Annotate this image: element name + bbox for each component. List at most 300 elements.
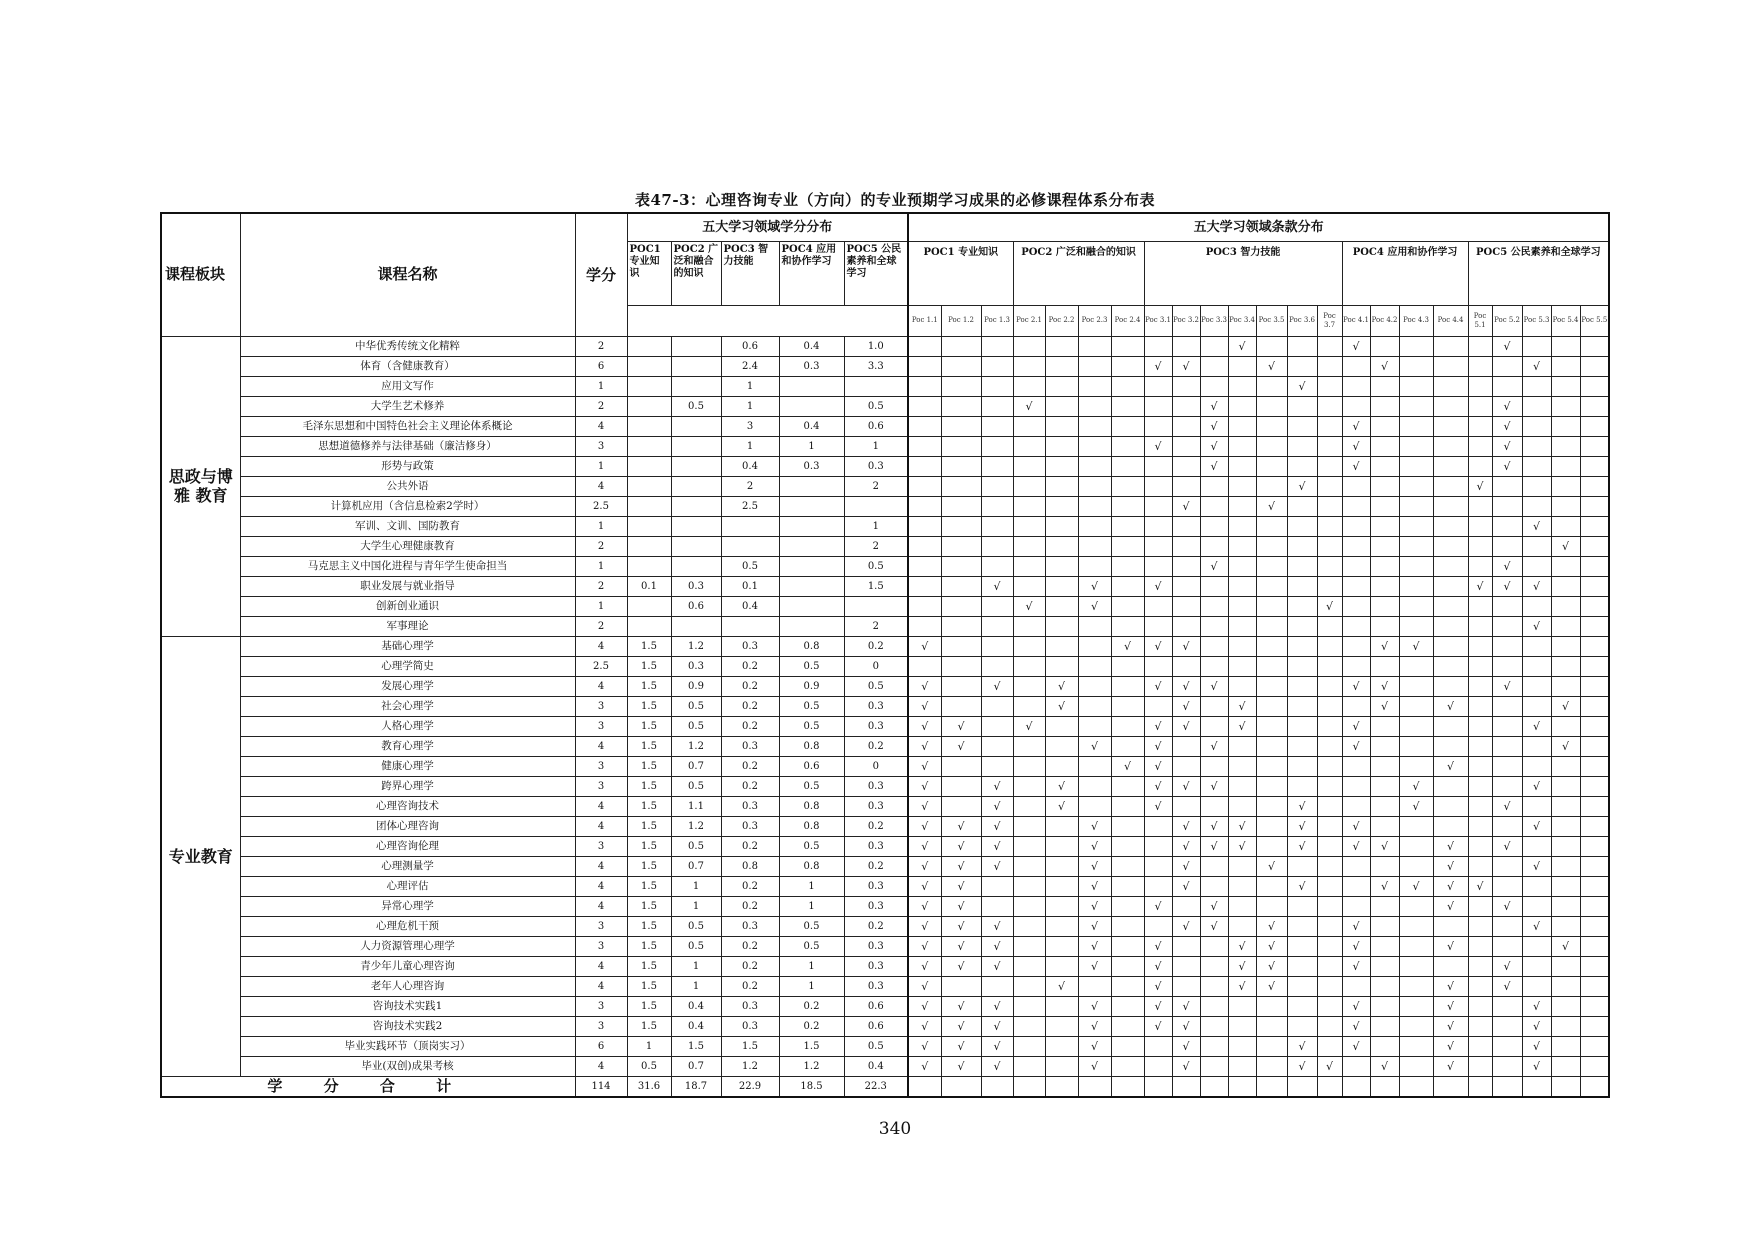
check-mark: √ (981, 576, 1013, 596)
empty-cell (1013, 456, 1045, 476)
empty-cell (1111, 876, 1144, 896)
empty-cell (1287, 736, 1317, 756)
empty-cell (1111, 736, 1144, 756)
empty-cell (1045, 476, 1078, 496)
empty-cell (1580, 796, 1609, 816)
check-mark: √ (1045, 676, 1078, 696)
course-name: 教育心理学 (240, 736, 575, 756)
empty-cell (1580, 896, 1609, 916)
empty-cell (908, 576, 941, 596)
empty-cell (981, 536, 1013, 556)
poc-credit-value: 0.5 (779, 656, 844, 676)
empty-cell (1342, 896, 1370, 916)
check-mark: √ (1433, 1056, 1468, 1076)
empty-cell (1433, 416, 1468, 436)
empty-cell (1551, 916, 1580, 936)
course-name: 应用文写作 (240, 376, 575, 396)
empty-cell (1468, 756, 1492, 776)
empty-cell (1287, 456, 1317, 476)
empty-cell (1172, 1076, 1200, 1097)
empty-cell (1013, 576, 1045, 596)
empty-cell (1522, 596, 1551, 616)
check-mark: √ (1433, 876, 1468, 896)
empty-cell (1580, 756, 1609, 776)
empty-cell (1580, 696, 1609, 716)
empty-cell (1172, 376, 1200, 396)
check-mark: √ (1078, 916, 1111, 936)
check-mark: √ (1342, 416, 1370, 436)
check-mark: √ (1492, 456, 1522, 476)
poc-credit-value: 0.5 (779, 936, 844, 956)
empty-cell (1370, 516, 1399, 536)
poc-credit-value: 0.6 (844, 996, 908, 1016)
check-mark: √ (908, 816, 941, 836)
empty-cell (1317, 796, 1342, 816)
check-mark: √ (941, 1036, 981, 1056)
empty-cell (1522, 936, 1551, 956)
check-mark: √ (1144, 736, 1172, 756)
header-poc-group: POC5 公民素养和全球学习 (1468, 241, 1609, 305)
empty-cell (941, 656, 981, 676)
empty-cell (1580, 336, 1609, 356)
header-poc-sub: Poc 3.1 (1144, 305, 1172, 336)
poc-credit-value: 0.5 (844, 676, 908, 696)
poc-credit-value: 1.5 (627, 856, 671, 876)
empty-cell (1399, 996, 1433, 1016)
empty-cell (1580, 1016, 1609, 1036)
check-mark: √ (981, 996, 1013, 1016)
check-mark: √ (1342, 676, 1370, 696)
empty-cell (1287, 776, 1317, 796)
course-credit: 3 (575, 696, 627, 716)
check-mark: √ (941, 736, 981, 756)
poc-credit-value: 1 (721, 376, 779, 396)
table-row (161, 856, 1609, 876)
empty-cell (1370, 576, 1399, 596)
course-credit: 3 (575, 756, 627, 776)
empty-cell (1144, 536, 1172, 556)
empty-cell (1551, 1016, 1580, 1036)
empty-cell (1342, 476, 1370, 496)
empty-cell (1342, 536, 1370, 556)
poc-credit-value (671, 556, 721, 576)
check-mark: √ (1078, 876, 1111, 896)
empty-cell (1522, 836, 1551, 856)
empty-cell (981, 596, 1013, 616)
empty-cell (1078, 776, 1111, 796)
empty-cell (1111, 336, 1144, 356)
check-mark: √ (941, 896, 981, 916)
empty-cell (1045, 836, 1078, 856)
check-mark: √ (1144, 776, 1172, 796)
table-row (161, 816, 1609, 836)
check-mark: √ (1370, 356, 1399, 376)
poc-credit-value: 0.9 (779, 676, 844, 696)
course-name: 青少年儿童心理咨询 (240, 956, 575, 976)
empty-cell (1317, 416, 1342, 436)
check-mark: √ (1370, 836, 1399, 856)
check-mark: √ (1200, 416, 1228, 436)
poc-credit-value: 0.3 (721, 996, 779, 1016)
empty-cell (1287, 936, 1317, 956)
empty-cell (1580, 596, 1609, 616)
poc-credit-value (627, 516, 671, 536)
table-row (161, 696, 1609, 716)
poc-credit-value: 1.5 (627, 916, 671, 936)
course-credit: 3 (575, 836, 627, 856)
empty-cell (1256, 436, 1287, 456)
poc-credit-value: 1 (721, 436, 779, 456)
empty-cell (1580, 536, 1609, 556)
poc-credit-value: 0.2 (721, 656, 779, 676)
empty-cell (1522, 696, 1551, 716)
empty-cell (1172, 796, 1200, 816)
check-mark: √ (1468, 576, 1492, 596)
empty-cell (1580, 1076, 1609, 1097)
empty-cell (1317, 496, 1342, 516)
empty-cell (1551, 816, 1580, 836)
empty-cell (1433, 456, 1468, 476)
course-credit: 4 (575, 876, 627, 896)
poc-credit-value: 0.5 (844, 1036, 908, 1056)
check-mark: √ (1370, 876, 1399, 896)
course-credit: 4 (575, 1056, 627, 1076)
empty-cell (1468, 396, 1492, 416)
empty-cell (1317, 1076, 1342, 1097)
poc-credit-value: 3.3 (844, 356, 908, 376)
poc-credit-value (779, 376, 844, 396)
empty-cell (1013, 536, 1045, 556)
empty-cell (1228, 636, 1256, 656)
table-row (161, 496, 1609, 516)
empty-cell (1551, 856, 1580, 876)
check-mark: √ (1342, 956, 1370, 976)
empty-cell (1078, 476, 1111, 496)
empty-cell (1492, 696, 1522, 716)
empty-cell (981, 456, 1013, 476)
check-mark: √ (1256, 956, 1287, 976)
empty-cell (1200, 976, 1228, 996)
course-credit: 2 (575, 576, 627, 596)
empty-cell (1287, 716, 1317, 736)
empty-cell (1256, 1076, 1287, 1097)
header-poc-credit: POC1 专业知识 (627, 241, 671, 305)
empty-cell (1370, 996, 1399, 1016)
empty-cell (1399, 1056, 1433, 1076)
check-mark: √ (1522, 1056, 1551, 1076)
check-mark: √ (1317, 1056, 1342, 1076)
course-name: 健康心理学 (240, 756, 575, 776)
empty-cell (1228, 676, 1256, 696)
empty-cell (1045, 896, 1078, 916)
total-poc-credit: 22.3 (844, 1076, 908, 1097)
header-row-1 (161, 213, 1609, 241)
empty-cell (1200, 336, 1228, 356)
check-mark: √ (1144, 436, 1172, 456)
check-mark: √ (1342, 1016, 1370, 1036)
poc-credit-value: 1.5 (627, 876, 671, 896)
empty-cell (1580, 976, 1609, 996)
poc-credit-value (671, 416, 721, 436)
empty-cell (1522, 896, 1551, 916)
empty-cell (941, 1076, 981, 1097)
empty-cell (1551, 576, 1580, 596)
empty-cell (941, 696, 981, 716)
course-credit: 2 (575, 616, 627, 636)
empty-cell (1370, 716, 1399, 736)
empty-cell (1045, 336, 1078, 356)
course-credit: 1 (575, 516, 627, 536)
empty-cell (1013, 496, 1045, 516)
empty-cell (1045, 996, 1078, 1016)
check-mark: √ (1078, 836, 1111, 856)
course-credit: 4 (575, 816, 627, 836)
check-mark: √ (1342, 916, 1370, 936)
empty-cell (1522, 536, 1551, 556)
check-mark: √ (941, 1016, 981, 1036)
table-row (161, 476, 1609, 496)
poc-credit-value (844, 376, 908, 396)
poc-credit-value: 0.3 (671, 656, 721, 676)
empty-cell (1144, 336, 1172, 356)
poc-credit-value: 1.5 (627, 796, 671, 816)
poc-credit-value: 0.4 (671, 996, 721, 1016)
check-mark: √ (1287, 476, 1317, 496)
empty-cell (1370, 976, 1399, 996)
table-row (161, 556, 1609, 576)
empty-cell (1580, 996, 1609, 1016)
empty-cell (1228, 396, 1256, 416)
poc-credit-value: 2 (844, 616, 908, 636)
empty-cell (1287, 396, 1317, 416)
check-mark: √ (1492, 676, 1522, 696)
poc-credit-value: 0.2 (721, 776, 779, 796)
empty-cell (1522, 876, 1551, 896)
course-credit: 1 (575, 596, 627, 616)
empty-cell (1580, 636, 1609, 656)
empty-cell (1468, 776, 1492, 796)
poc-credit-value (627, 556, 671, 576)
check-mark: √ (1013, 596, 1045, 616)
check-mark: √ (1200, 896, 1228, 916)
empty-cell (941, 476, 981, 496)
empty-cell (1317, 856, 1342, 876)
empty-cell (1172, 656, 1200, 676)
table-title: 表47-3：心理咨询专业（方向）的专业预期学习成果的必修课程体系分布表 (634, 191, 1156, 209)
empty-cell (1433, 656, 1468, 676)
check-mark: √ (1399, 776, 1433, 796)
empty-cell (1317, 996, 1342, 1016)
empty-cell (1468, 1056, 1492, 1076)
course-name: 发展心理学 (240, 676, 575, 696)
check-mark: √ (1551, 736, 1580, 756)
poc-credit-value: 1.5 (844, 576, 908, 596)
course-name: 大学生艺术修养 (240, 396, 575, 416)
check-mark: √ (1144, 936, 1172, 956)
empty-cell (1144, 816, 1172, 836)
empty-cell (1317, 336, 1342, 356)
empty-cell (1370, 736, 1399, 756)
poc-credit-value: 0.6 (844, 416, 908, 436)
empty-cell (1078, 556, 1111, 576)
check-mark: √ (1228, 716, 1256, 736)
empty-cell (1433, 816, 1468, 836)
course-credit: 6 (575, 356, 627, 376)
empty-cell (1342, 876, 1370, 896)
empty-cell (981, 356, 1013, 376)
empty-cell (1433, 776, 1468, 796)
check-mark: √ (941, 856, 981, 876)
poc-credit-value: 2 (844, 536, 908, 556)
empty-cell (1551, 436, 1580, 456)
empty-cell (1013, 736, 1045, 756)
empty-cell (1287, 1076, 1317, 1097)
empty-cell (1580, 456, 1609, 476)
empty-cell (1287, 496, 1317, 516)
empty-cell (1111, 816, 1144, 836)
poc-credit-value: 0.5 (779, 696, 844, 716)
empty-cell (1468, 636, 1492, 656)
empty-cell (1111, 676, 1144, 696)
total-row (161, 1076, 1609, 1097)
header-credit-distribution: 五大学习领域学分分布 (627, 213, 908, 241)
empty-cell (1287, 996, 1317, 1016)
poc-credit-value: 0.5 (779, 776, 844, 796)
check-mark: √ (1111, 636, 1144, 656)
empty-cell (941, 616, 981, 636)
check-mark: √ (1078, 1016, 1111, 1036)
empty-cell (1013, 836, 1045, 856)
empty-cell (1317, 556, 1342, 576)
empty-cell (1492, 856, 1522, 876)
check-mark: √ (908, 1056, 941, 1076)
check-mark: √ (981, 956, 1013, 976)
empty-cell (1551, 496, 1580, 516)
poc-credit-value: 0.4 (779, 336, 844, 356)
empty-cell (1287, 696, 1317, 716)
header-poc-sub: Poc 3.2 (1172, 305, 1200, 336)
empty-cell (941, 456, 981, 476)
empty-cell (1468, 436, 1492, 456)
empty-cell (1228, 596, 1256, 616)
check-mark: √ (1433, 1036, 1468, 1056)
poc-credit-value: 1 (779, 896, 844, 916)
empty-cell (908, 536, 941, 556)
check-mark: √ (1492, 396, 1522, 416)
course-credit: 4 (575, 476, 627, 496)
header-poc-sub: Poc 4.1 (1342, 305, 1370, 336)
empty-cell (1287, 656, 1317, 676)
empty-cell (1317, 436, 1342, 456)
empty-cell (1370, 896, 1399, 916)
total-label: 学 分 合 计 (161, 1076, 575, 1097)
poc-credit-value: 0.3 (844, 876, 908, 896)
empty-cell (1111, 1056, 1144, 1076)
empty-cell (1078, 396, 1111, 416)
course-name: 人格心理学 (240, 716, 575, 736)
check-mark: √ (1492, 836, 1522, 856)
course-credit: 1 (575, 556, 627, 576)
empty-cell (1492, 756, 1522, 776)
empty-cell (1228, 616, 1256, 636)
empty-cell (981, 336, 1013, 356)
empty-cell (1111, 536, 1144, 556)
empty-cell (1045, 456, 1078, 476)
empty-cell (1144, 1076, 1172, 1097)
table-row (161, 576, 1609, 596)
empty-cell (1492, 496, 1522, 516)
poc-credit-value: 0 (844, 756, 908, 776)
empty-cell (1433, 916, 1468, 936)
poc-credit-value: 0.3 (844, 716, 908, 736)
empty-cell (1045, 396, 1078, 416)
header-poc-group: POC2 广泛和融合的知识 (1013, 241, 1144, 305)
empty-cell (1492, 776, 1522, 796)
empty-cell (1492, 536, 1522, 556)
empty-cell (1045, 356, 1078, 376)
check-mark: √ (1078, 736, 1111, 756)
empty-cell (1078, 756, 1111, 776)
empty-cell (1551, 836, 1580, 856)
empty-cell (1370, 376, 1399, 396)
poc-credit-value (627, 436, 671, 456)
poc-credit-value: 1.5 (627, 636, 671, 656)
empty-cell (1580, 716, 1609, 736)
empty-cell (1551, 416, 1580, 436)
header-poc-sub: Poc 2.2 (1045, 305, 1078, 336)
check-mark: √ (908, 876, 941, 896)
course-name: 心理学简史 (240, 656, 575, 676)
empty-cell (1172, 396, 1200, 416)
header-poc-sub: Poc 4.2 (1370, 305, 1399, 336)
check-mark: √ (1078, 576, 1111, 596)
empty-cell (1045, 1056, 1078, 1076)
empty-cell (1468, 376, 1492, 396)
empty-cell (981, 376, 1013, 396)
empty-cell (1551, 1036, 1580, 1056)
empty-cell (1172, 756, 1200, 776)
course-name: 心理咨询技术 (240, 796, 575, 816)
poc-credit-value: 1.5 (627, 956, 671, 976)
poc-credit-value: 0.2 (779, 1016, 844, 1036)
check-mark: √ (1144, 636, 1172, 656)
empty-cell (1144, 516, 1172, 536)
check-mark: √ (941, 836, 981, 856)
empty-cell (1228, 476, 1256, 496)
poc-credit-value: 0.1 (627, 576, 671, 596)
empty-cell (1228, 576, 1256, 596)
course-name: 基础心理学 (240, 636, 575, 656)
empty-cell (1078, 636, 1111, 656)
empty-cell (1111, 896, 1144, 916)
empty-cell (1468, 516, 1492, 536)
table-row (161, 1056, 1609, 1076)
empty-cell (1256, 376, 1287, 396)
empty-cell (1200, 476, 1228, 496)
empty-cell (1287, 556, 1317, 576)
table-row (161, 536, 1609, 556)
empty-cell (1111, 416, 1144, 436)
curriculum-distribution-table (160, 212, 1610, 1098)
empty-cell (1317, 676, 1342, 696)
empty-cell (1111, 936, 1144, 956)
empty-cell (1228, 776, 1256, 796)
poc-credit-value: 0.8 (779, 736, 844, 756)
check-mark: √ (1256, 976, 1287, 996)
empty-cell (1200, 616, 1228, 636)
empty-cell (1013, 1076, 1045, 1097)
poc-credit-value: 0.6 (844, 1016, 908, 1036)
